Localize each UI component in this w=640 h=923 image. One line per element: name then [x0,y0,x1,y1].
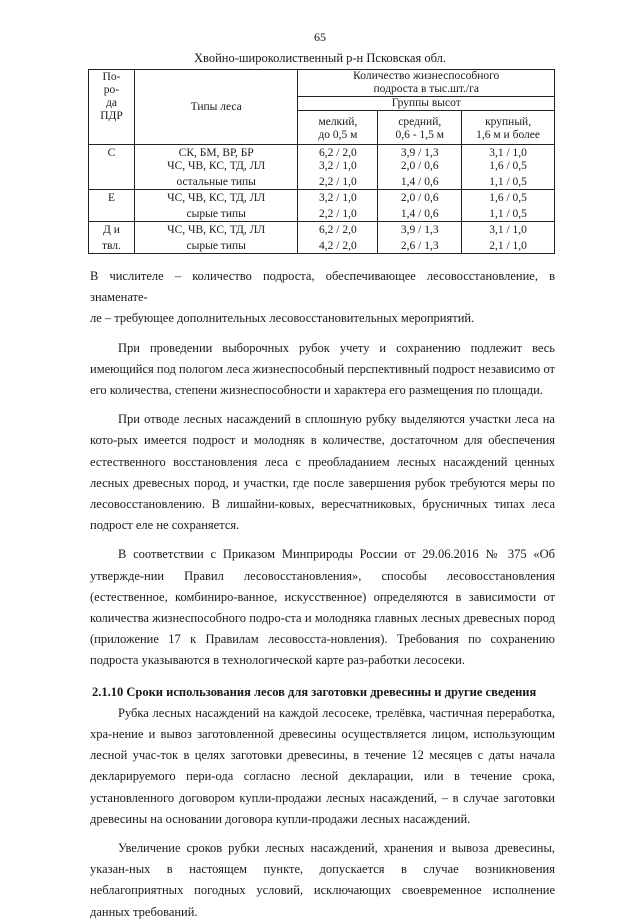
row-medium: 3,9 / 1,3 [378,222,462,238]
row-medium: 2,6 / 1,3 [378,237,462,254]
row-group: С [89,145,135,190]
table-row [89,205,555,222]
header-quantity: Количество жизнеспособного подроста в тыс.шт./га [298,70,555,97]
row-large: 3,1 / 1,0 [462,222,555,238]
paragraph: Увеличение сроков рубки лесных насаждений, хранения и вывоза древесины, указан-ных в настоящем пункте, допускается в случае возникновения неблагоприятных погодных условий, исключающих своевременное исполнение данных требований. [90,841,555,919]
row-large: 1,6 / 0,5 [462,160,555,173]
table-row [89,222,555,238]
row-type: ЧС, ЧВ, КС, ТД, ЛЛ [134,190,298,206]
row-type: остальные типы [134,173,298,190]
table-row [89,173,555,190]
paragraph: Рубка лесных насаждений на каждой лесосеке, трелёвка, частичная переработка, хра-нение и вывоз заготовленной древесины осуществляется лицом, использующим лесной учас-ток в целях заготовки древесины, в течение 12 месяцев с даты начала декларируемого пери-ода согласно лесной декларации, или в течение срока, установленного договором купли-продажи лесных насаждений, – в случае заготовки древесины на основании договора купли-продажи лесных насаждений. [90,705,555,826]
body-text [90,266,555,923]
header-large: крупный, 1,6 м и более [462,111,555,145]
header-forest-types: Типы леса [134,70,298,145]
row-large: 1,6 / 0,5 [462,190,555,206]
row-group: твл. [89,237,135,254]
header-height-groups: Группы высот [298,97,555,111]
row-type: сырые типы [134,237,298,254]
row-medium: 1,4 / 0,6 [378,173,462,190]
header-medium: средний, 0,6 - 1,5 м [378,111,462,145]
table-caption: Хвойно-широколиственный р-н Псковская обл. [194,51,446,65]
row-type: СК, БМ, ВР, БР [134,145,298,161]
section-heading: 2.1.10 Сроки использования лесов для заготовки древесины и другие сведения [92,684,537,699]
row-medium: 1,4 / 0,6 [378,205,462,222]
row-small: 4,2 / 2,0 [298,237,378,254]
row-medium: 3,9 / 1,3 [378,145,462,161]
row-group: Д и [89,222,135,238]
table-note-line1: В числителе – количество подроста, обеспечивающее лесовосстановление, в знаменате- [90,269,555,305]
row-small: 6,2 / 2,0 [298,222,378,238]
paragraph: При отводе лесных насаждений в сплошную рубку выделяются участки леса на кото-рых имеется подрост и молодняк в количестве, достаточном для обеспечения естественного восстановления леса с преобладанием лесных насаждений ценных лесных древесных пород, и участки, где после завершения рубок требуются меры по лесовосстановлению. В лишайни-ковых, вересчатниковых, брусничных типах леса подрост еле не сохраняется. [90,412,555,533]
row-small: 3,2 / 1,0 [298,160,378,173]
table-row [89,190,555,206]
row-small: 2,2 / 1,0 [298,173,378,190]
row-large: 1,1 / 0,5 [462,205,555,222]
row-type: сырые типы [134,205,298,222]
paragraph: В соответствии с Приказом Минприроды России от 29.06.2016 № 375 «Об утвержде-нии Правил лесовосстановления», способы лесовосстановления (естественное, комбиниро-ванное, искусственное) определяются в зависимости от количества жизнеспособного подро-ста и молодняка главных лесных древесных пород (приложение 17 к Правилам лесовосста-новления). Требования по сохранению подроста указываются в технологической карте раз-работки лесосеки. [90,547,555,668]
table-row [89,145,555,161]
row-small: 6,2 / 2,0 [298,145,378,161]
row-small: 2,2 / 1,0 [298,205,378,222]
row-type: ЧС, ЧВ, КС, ТД, ЛЛ [134,222,298,238]
header-group: По- ро- да ПДР [89,70,135,145]
row-type: ЧС, ЧВ, КС, ТД, ЛЛ [134,160,298,173]
row-large: 3,1 / 1,0 [462,145,555,161]
table-row [89,160,555,173]
table-note-line2: ле – требующее дополнительных лесовосстановительных мероприятий. [90,311,475,326]
undergrowth-table [88,69,555,254]
header-small: мелкий, до 0,5 м [298,111,378,145]
paragraph: При проведении выборочных рубок учету и сохранению подлежит весь имеющийся под пологом леса жизнеспособный перспективный подрост независимо от его количества, степени жизнеспособности и характера его размещения по площади. [90,340,555,398]
table-row [89,237,555,254]
row-medium: 2,0 / 0,6 [378,190,462,206]
row-large: 2,1 / 1,0 [462,237,555,254]
row-large: 1,1 / 0,5 [462,173,555,190]
row-small: 3,2 / 1,0 [298,190,378,206]
row-group: Е [89,190,135,222]
page-number: 65 [314,30,326,44]
row-medium: 2,0 / 0,6 [378,160,462,173]
